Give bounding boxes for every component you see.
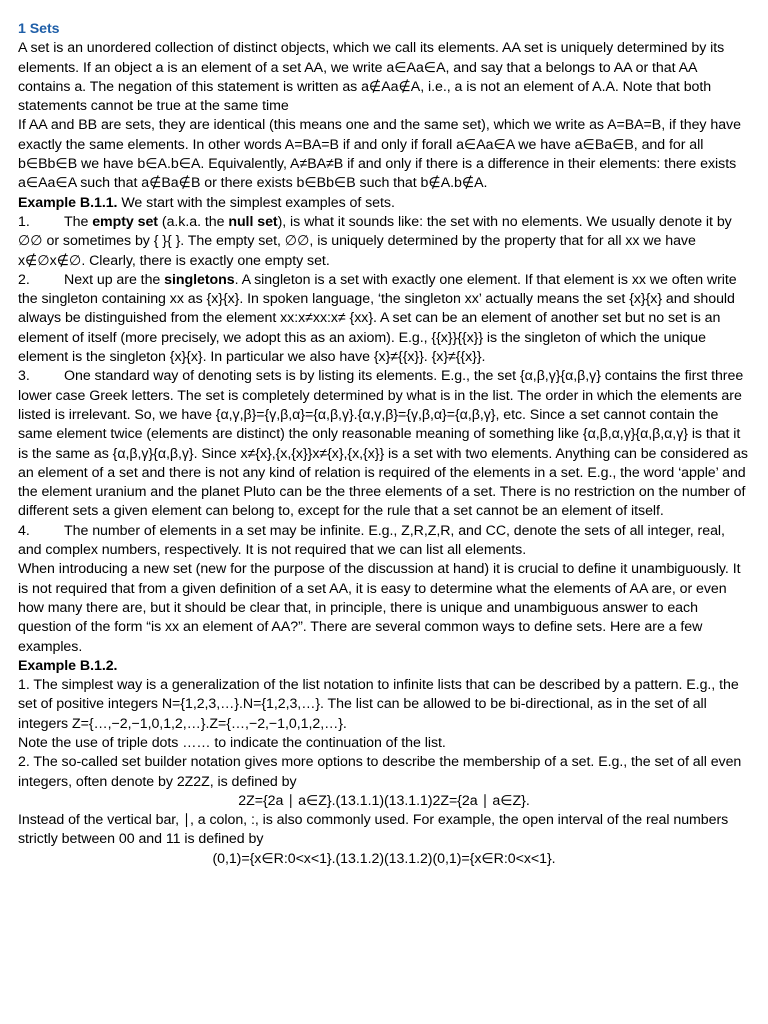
paragraph-set-builder: 2. The so-called set builder notation gives more options to describe the membership of a set. E.g., the set of all even integers, often denote by 2Z2Z, is defined by: [18, 754, 742, 790]
paragraph-definition: A set is an unordered collection of distinct objects, which we call its elements. AA set is uniquely determined by its elements. If an object a is an element of a set AA, we write a∈Aa∈A, and say that a belongs to AA or that AA contains a. The negation of this statement is written as a∉Aa∉A, i.e., a is not an element of A.A. Note that both statements cannot be true at the same time: [18, 40, 725, 115]
list-number: 3.: [18, 368, 30, 385]
section-heading: 1 Sets: [18, 21, 60, 37]
item-text: ), is what it sounds like: the set with no elements. We usually denote it by ∅∅ or sometimes by { }{ }. The empty set, ∅∅, is uniquely determined by the property that for all xx we have x∉∅x∉∅. Clearly, there is exactly one empty set.: [18, 213, 732, 269]
item-text: The number of elements in a set may be infinite. E.g., Z,R,Z,R, and CC, denote the sets of all integer, real, and complex numbers, respectively. It is not required that we can list all elements.: [18, 522, 725, 559]
term-null-set: null set: [228, 213, 278, 230]
list-number: 2.: [18, 271, 30, 288]
example-label: Example B.1.1.: [18, 194, 118, 211]
paragraph-equality: If AA and BB are sets, they are identical (this means one and the same set), which we write as A=BA=B, if they have exactly the same elements. In other words A=BA=B if and only if forall a∈Aa∈A we have a∈Ba∈B, and for all b∈Bb∈B we have b∈A.b∈A. Equivalently, A≠BA≠B if and only if there is a difference in their elements: there exists a∈Aa∈A such that a∉Ba∉B or there exists b∈Bb∈B such that b∉A.b∉A.: [18, 117, 741, 192]
paragraph-triple-dots: Note the use of triple dots …… to indicate the continuation of the list.: [18, 734, 446, 751]
item-text: Next up are the: [64, 271, 165, 288]
paragraph-colon-notation: Instead of the vertical bar, ∣, a colon, :, is also commonly used. For example, the open interval of the real numbers strictly between 00 and 11 is defined by: [18, 812, 729, 848]
example-intro: We start with the simplest examples of sets.: [117, 194, 395, 211]
item-text: The: [64, 213, 93, 230]
example-heading-1: [18, 194, 750, 213]
item-text: One standard way of denoting sets is by listing its elements. E.g., the set {α,β,γ}{α,β,γ} contains the first three lower case Greek letters. The set is completely determined by what is in the list. The order in which the elements are listed is irrelevant. So, we have {α,γ,β}={γ,β,α}={α,β,γ}.{α,γ,β}={γ,β,α}={α,β,γ}, etc. Since a set cannot contain the same element twice (elements are distinct) the only reasonable meaning of something like {α,β,α,γ}{α,β,α,γ} is that it is the same as {α,β,γ}{α,β,γ}. Since x≠{x},{x,{x}}x≠{x},{x,{x}} is a set with two elements. Anything can be considered as an element of a set and there is not any kind of relation is required of the elements in a set. E.g., the word ‘apple’ and the element uranium and the planet Pluto can be the three elements of a set. There is no restriction on the number of different sets a given element can belong to, except for the rule that a set cannot be an element of itself.: [18, 368, 748, 520]
term-singletons: singletons: [164, 271, 235, 288]
term-empty-set: empty set: [92, 213, 158, 230]
paragraph-list-notation: 1. The simplest way is a generalization of the list notation to infinite lists that can be described by a pattern. E.g., the set of positive integers N={1,2,3,…}.N={1,2,3,…}. The list can be allowed to be bi-directional, as in the set of all integers Z={…,−2,−1,0,1,2,…}.Z={…,−2,−1,0,1,2,…}.: [18, 677, 739, 732]
list-item-infinite: [18, 522, 750, 561]
equation-open-interval: (0,1)={x∈R:0<x<1}.(13.1.2)(13.1.2)(0,1)={x∈R:0<x<1}.: [212, 850, 556, 867]
list-item-singletons: [18, 271, 750, 367]
item-text: . A singleton is a set with exactly one element. If that element is xx we often write the singleton containing xx as {x}{x}. In spoken language, ‘the singleton xx’ actually means the set {x}{x} and should always be distinguished from the element xx:x≠xx:x≠ {xx}. A set can be an element of another set but no set is an element of itself (more precisely, we adopt this as an axiom). E.g., {{x}}{{x}} is the singleton of which the unique element is the singleton {x}{x}. In particular we also have {x}≠{{x}}. {x}≠{{x}}.: [18, 271, 737, 366]
list-number: 1.: [18, 213, 30, 230]
list-number: 4.: [18, 522, 30, 539]
paragraph-defining-sets: When introducing a new set (new for the purpose of the discussion at hand) it is crucial to define it unambiguously. It is not required that from a given definition of a set AA, it is easy to determine what the elements of AA are, or even how many there are, but it should be clear that, in principle, there is unique and unambiguous answer to each question of the form “is xx an element of AA?”. There are several common ways to define sets. Here are a few examples.: [18, 561, 741, 655]
list-item-empty-set: [18, 213, 750, 271]
equation-even-integers: 2Z={2a ∣ a∈Z}.(13.1.1)(13.1.1)2Z={2a ∣ a∈Z}.: [238, 792, 530, 809]
item-text: (a.k.a. the: [158, 213, 229, 230]
example-heading-2: Example B.1.2.: [18, 657, 118, 674]
list-item-listing: [18, 367, 750, 521]
